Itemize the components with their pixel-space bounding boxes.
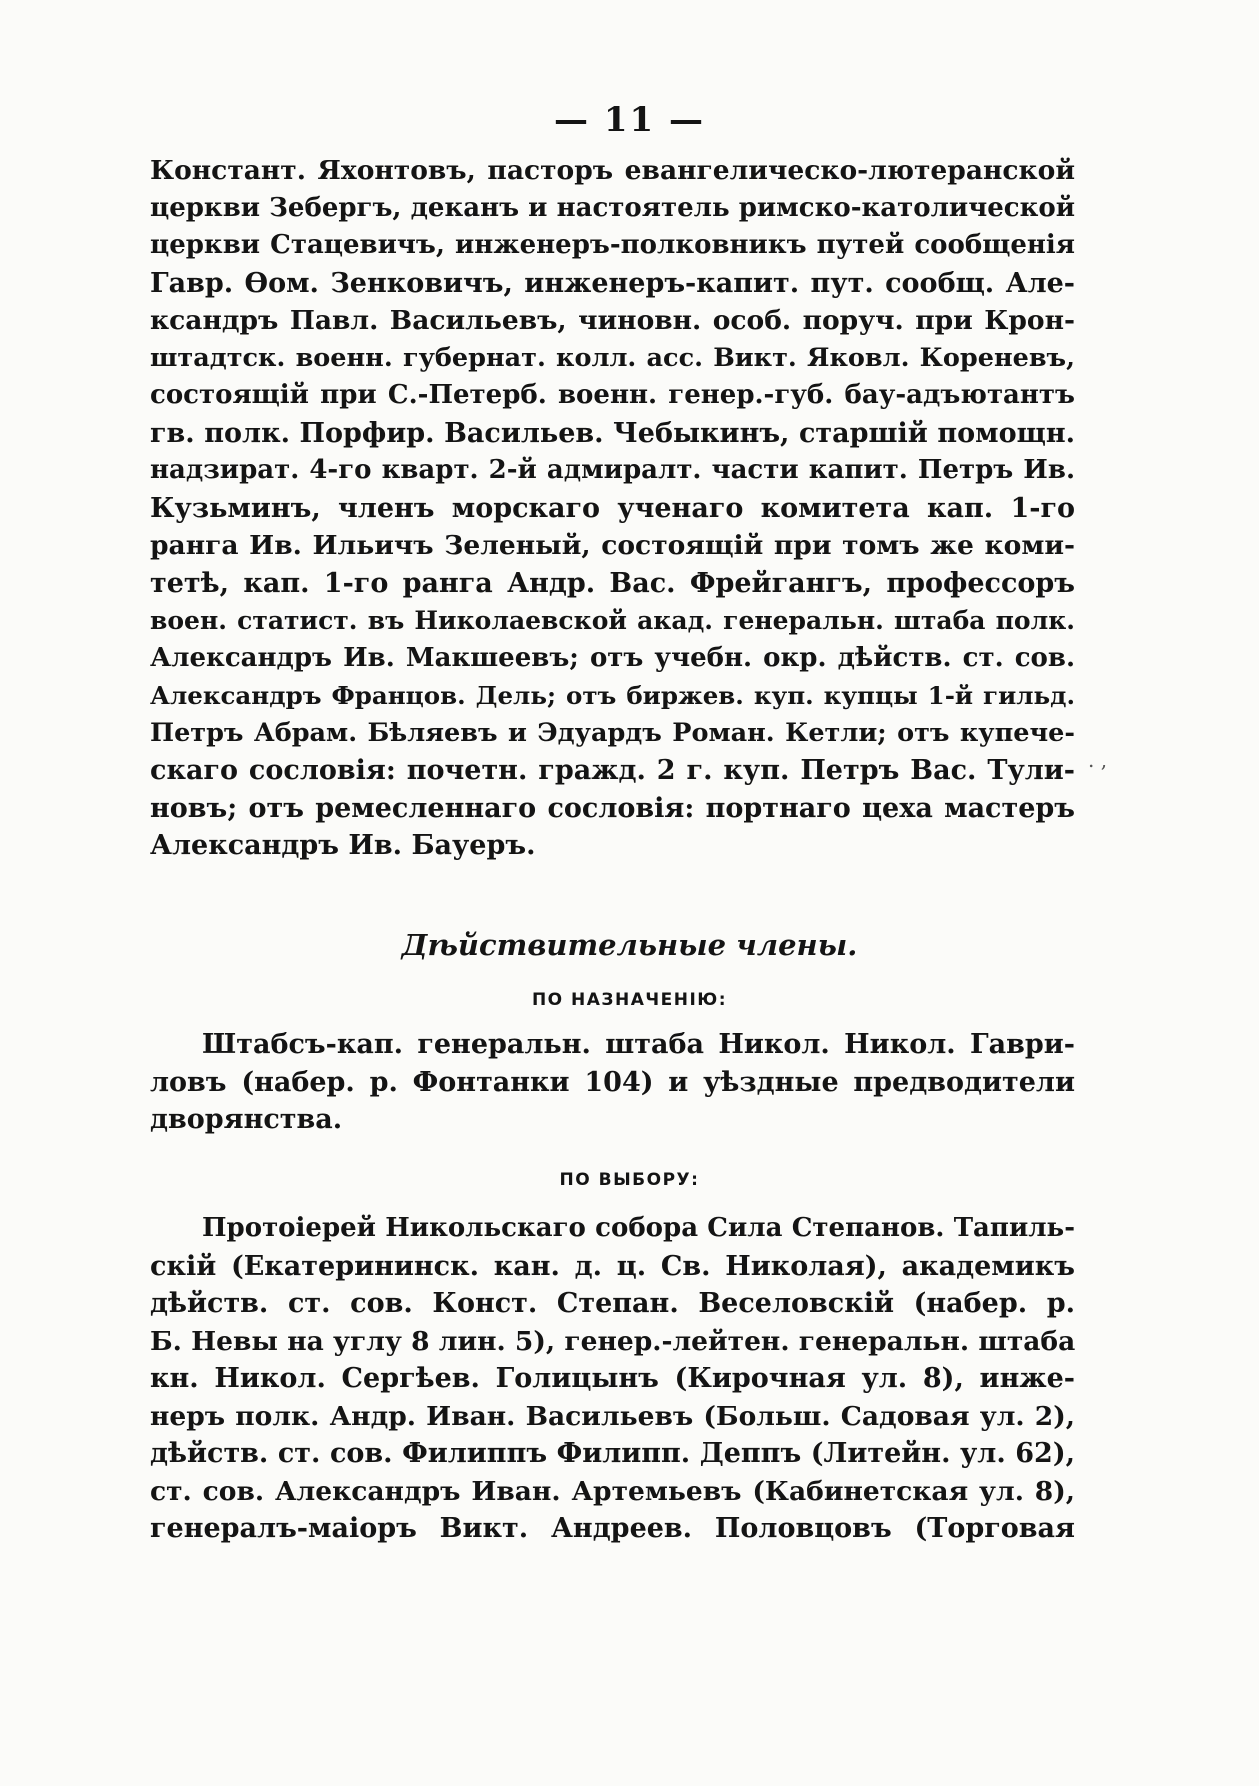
text-line: дворянства.	[150, 1104, 343, 1135]
text-line: штадтск. военн. губернат. колл. асс. Викт. Яковл. Кореневъ,	[150, 342, 1075, 373]
text-line: Гавр. Ѳом. Зенковичъ, инженеръ-капит. пут. сообщ. Але-	[150, 267, 1075, 299]
subheading-appointed: ПО НАЗНАЧЕНІЮ:	[531, 990, 728, 1010]
text-line: неръ полк. Андр. Иван. Васильевъ (Больш. Садовая ул. 2),	[150, 1400, 1075, 1432]
text-line: дѣйств. ст. сов. Конст. Степан. Веселовскій (набер. р.	[150, 1288, 1075, 1319]
text-line: надзират. 4-го кварт. 2-й адмиралт. части капит. Петръ Ив.	[150, 455, 1075, 485]
paragraph-appointed	[150, 1026, 1075, 1139]
text-line: дѣйств. ст. сов. Филиппъ Филипп. Деппъ (Литейн. ул. 62),	[150, 1438, 1075, 1469]
text-line: ст. сов. Александръ Иван. Артемьевъ (Кабинетская ул. 8),	[150, 1475, 1075, 1507]
text-line: церкви Зебергъ, деканъ и настоятель римско-католической	[150, 192, 1075, 223]
paragraph-elected	[150, 1210, 1075, 1548]
text-line: Александръ Ив. Макшеевъ; отъ учебн. окр. дѣйств. ст. сов.	[150, 642, 1075, 673]
text-line: Александръ Францов. Дель; отъ биржев. куп. купцы 1-й гильд.	[150, 681, 1075, 710]
text-line: Б. Невы на углу 8 лин. 5), генер.-лейтен. генеральн. штаба	[150, 1325, 1076, 1357]
subheading-elected: ПО ВЫБОРУ:	[559, 1170, 700, 1190]
text-line: церкви Стацевичъ, инженеръ-полковникъ путей сообщенія	[150, 230, 1075, 260]
text-line: Александръ Ив. Бауеръ.	[150, 830, 536, 861]
text-line: кн. Никол. Сергѣев. Голицынъ (Кирочная ул. 8), инже-	[150, 1363, 1075, 1394]
text-line: Петръ Абрам. Бѣляевъ и Эдуардъ Роман. Кетли; отъ купече-	[150, 717, 1075, 748]
text-line: воен. статист. въ Николаевской акад. генеральн. штаба полк.	[150, 606, 1075, 635]
margin-mark: . ,	[1088, 748, 1108, 772]
section-title: Дѣйствительные члены.	[401, 928, 858, 962]
text-line: новъ; отъ ремесленнаго сословія: портнаго цеха мастеръ	[150, 792, 1075, 824]
text-line: скаго сословія: почетн. гражд. 2 г. куп. Петръ Вас. Тули-	[150, 755, 1075, 786]
text-line: ловъ (набер. р. Фонтанки 104) и уѣздные предводители	[150, 1066, 1075, 1098]
text-line: Кузьминъ, членъ морскаго ученаго комитета кап. 1-го	[150, 492, 1075, 524]
text-line: ранга Ив. Ильичъ Зеленый, состоящій при томъ же коми-	[150, 530, 1075, 561]
text-line: ксандръ Павл. Васильевъ, чиновн. особ. поруч. при Крон-	[150, 305, 1075, 336]
page-number: — 11 —	[554, 100, 705, 140]
text-line: Констант. Яхонтовъ, пасторъ евангелическо-лютеранской	[150, 155, 1075, 186]
text-line: гв. полк. Порфир. Васильев. Чебыкинъ, старшій помощн.	[150, 417, 1075, 449]
text-line: Протоіерей Никольскаго собора Сила Степанов. Тапиль-	[202, 1213, 1075, 1243]
text-line: генералъ-маіоръ Викт. Андреев. Половцовъ (Торговая	[150, 1513, 1075, 1544]
text-line: тетѣ, кап. 1-го ранга Андр. Вас. Фрейгангъ, профессоръ	[150, 567, 1075, 599]
text-line: Штабсъ-кап. генеральн. штаба Никол. Никол. Гаври-	[202, 1029, 1075, 1060]
text-line: скій (Екатерининск. кан. д. ц. Св. Николая), академикъ	[150, 1250, 1075, 1282]
paragraph-council-members	[150, 152, 1075, 865]
text-line: состоящій при С.-Петерб. военн. генер.-губ. бау-адъютантъ	[150, 380, 1075, 410]
